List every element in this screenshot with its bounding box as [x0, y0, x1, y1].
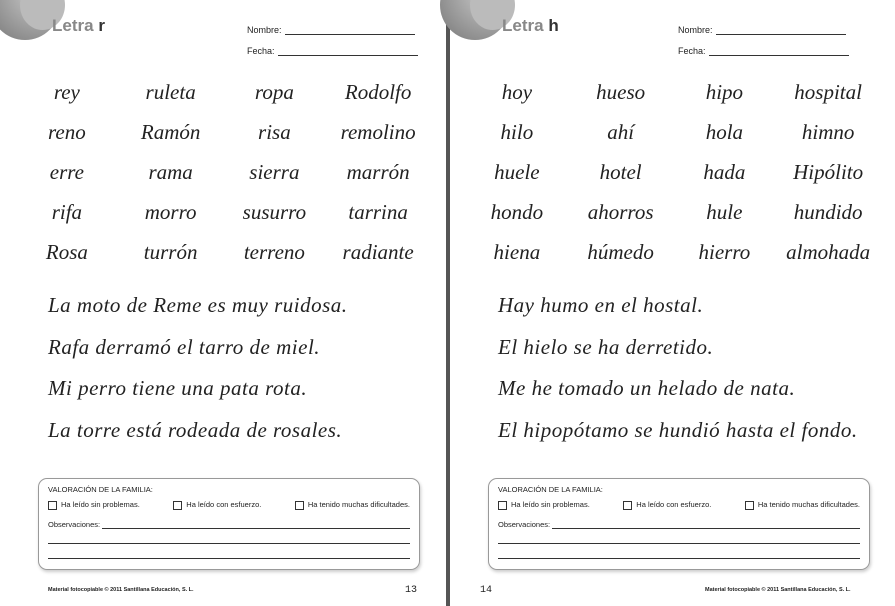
observations-line[interactable]: [498, 544, 860, 559]
date-field[interactable]: Fecha:: [247, 46, 418, 56]
word-grid: [15, 80, 430, 267]
practice-word: hada: [703, 160, 746, 184]
practice-word: sierra: [249, 160, 300, 184]
page-title: Letra r: [52, 16, 105, 35]
name-field[interactable]: Nombre:: [247, 25, 415, 35]
practice-word: tarrina: [348, 200, 408, 224]
practice-word: hipo: [705, 80, 744, 104]
worksheet-page-left: [0, 0, 446, 606]
assessment-option[interactable]: [48, 500, 140, 510]
practice-word: turrón: [143, 240, 198, 264]
observations-field[interactable]: Observaciones:: [48, 520, 410, 529]
practice-word: rey: [53, 80, 80, 104]
practice-word: hilo: [500, 120, 534, 144]
option-label: Ha tenido muchas dificultades.: [307, 500, 410, 509]
name-field[interactable]: Nombre:: [678, 25, 846, 35]
practice-sentence: El hipopótamo se hundió hasta el fondo.: [498, 417, 858, 442]
option-label: Ha tenido muchas dificultades.: [757, 500, 860, 509]
checkbox[interactable]: [48, 501, 57, 510]
practice-word: susurro: [242, 200, 307, 224]
practice-sentence: Hay humo en el hostal.: [498, 293, 704, 317]
assessment-option[interactable]: [295, 500, 410, 510]
assessment-option[interactable]: [623, 500, 711, 510]
footer-copyright: Material fotocopiable © 2011 Santillana Educación, S. L.: [705, 587, 851, 593]
practice-word: hueso: [596, 80, 646, 104]
option-label: Ha leído con esfuerzo.: [186, 500, 262, 509]
word-grid: [465, 80, 880, 267]
practice-word: Rodolfo: [344, 80, 412, 104]
worksheet-page-right: [450, 0, 895, 606]
practice-word: himno: [801, 120, 855, 144]
practice-word: hule: [706, 200, 743, 224]
option-label: Ha leído sin problemas.: [61, 500, 140, 509]
observations-field[interactable]: Observaciones:: [498, 520, 860, 529]
observations-line[interactable]: [498, 529, 860, 544]
practice-word: ahí: [607, 120, 635, 144]
practice-word: rama: [148, 160, 193, 184]
option-label: Ha leído sin problemas.: [511, 500, 590, 509]
practice-word: hoy: [501, 80, 533, 104]
assessment-option[interactable]: [498, 500, 590, 510]
family-assessment-box: [38, 478, 420, 570]
page-number: 14: [480, 585, 493, 596]
practice-word: hospital: [794, 80, 862, 104]
observations-line[interactable]: [48, 529, 410, 544]
checkbox[interactable]: [623, 501, 632, 510]
practice-sentence: Rafa derramó el tarro de miel.: [48, 334, 321, 359]
practice-word: ahorros: [587, 200, 654, 224]
assessment-option[interactable]: [745, 500, 860, 510]
page-title: Letra h: [502, 16, 559, 35]
assessment-option[interactable]: [173, 500, 261, 510]
observations-line[interactable]: [48, 544, 410, 559]
practice-word: hotel: [599, 160, 642, 184]
practice-sentence: El hielo se ha derretido.: [498, 334, 714, 359]
practice-word: hola: [705, 120, 744, 144]
checkbox[interactable]: [498, 501, 507, 510]
practice-word: hundido: [793, 200, 863, 224]
date-field[interactable]: Fecha:: [678, 46, 849, 56]
practice-word: risa: [258, 120, 291, 144]
practice-word: hiena: [493, 240, 541, 264]
practice-word: rifa: [51, 200, 83, 224]
practice-word: ruleta: [145, 80, 196, 104]
practice-word: marrón: [346, 160, 410, 184]
footer-copyright: Material fotocopiable © 2011 Santillana Educación, S. L.: [48, 587, 194, 593]
practice-word: reno: [48, 120, 86, 144]
practice-word: Rosa: [45, 240, 88, 264]
practice-word: Ramón: [140, 120, 201, 144]
practice-word: morro: [144, 200, 197, 224]
practice-word: hondo: [490, 200, 544, 224]
page-number: 13: [405, 585, 418, 596]
checkbox[interactable]: [173, 501, 182, 510]
option-label: Ha leído con esfuerzo.: [636, 500, 712, 509]
practice-word: radiante: [342, 240, 414, 264]
checkbox[interactable]: [295, 501, 304, 510]
checkbox[interactable]: [745, 501, 754, 510]
assessment-title: VALORACIÓN DE LA FAMILIA:: [48, 485, 153, 494]
practice-word: huele: [494, 160, 540, 184]
practice-sentence: Me he tomado un helado de nata.: [498, 376, 796, 400]
practice-sentence: La torre está rodeada de rosales.: [48, 417, 343, 442]
practice-word: terreno: [243, 240, 305, 264]
assessment-title: VALORACIÓN DE LA FAMILIA:: [498, 485, 603, 494]
family-assessment-box: [488, 478, 870, 570]
practice-sentence: Mi perro tiene una pata rota.: [48, 376, 308, 400]
practice-word: almohada: [786, 240, 871, 264]
practice-word: Hipólito: [793, 160, 864, 184]
practice-word: hierro: [698, 240, 751, 264]
practice-word: húmedo: [587, 240, 654, 264]
practice-word: remolino: [340, 120, 416, 144]
practice-sentence: La moto de Reme es muy ruidosa.: [48, 293, 348, 317]
practice-word: erre: [49, 160, 84, 184]
practice-word: ropa: [254, 80, 294, 104]
